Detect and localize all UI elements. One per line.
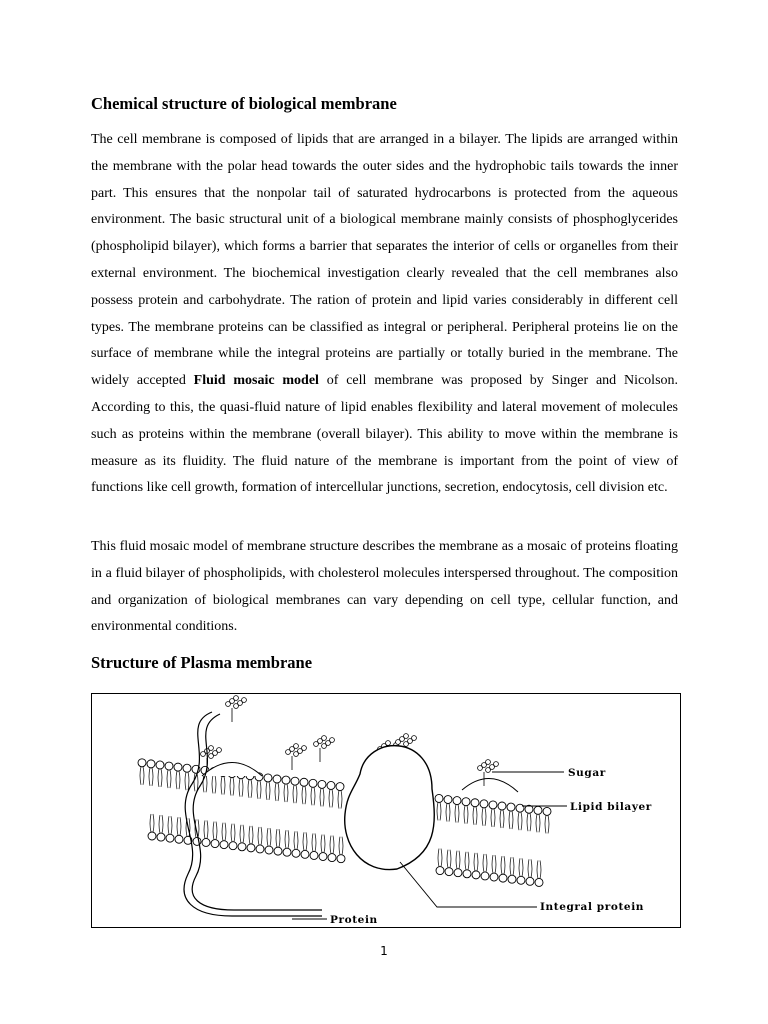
phospholipid-tail (284, 784, 288, 802)
phospholipid-head (138, 759, 146, 767)
phospholipid-head (211, 840, 219, 848)
sugar-unit (412, 736, 417, 741)
phospholipid-head (435, 794, 443, 802)
integral-protein-shape (345, 746, 435, 870)
phospholipid-tail (483, 854, 487, 872)
phospholipid-tail (230, 778, 234, 796)
phospholipid-head (508, 875, 516, 883)
phospholipid-tail (320, 788, 324, 806)
phospholipid-head (229, 842, 237, 850)
phospholipid-tail (150, 814, 154, 832)
phospholipid-tail (275, 783, 279, 801)
phospholipid-tail (239, 779, 243, 797)
sugar-unit (486, 760, 491, 765)
phospholipid-head (183, 764, 191, 772)
section-heading-plasma-membrane: Structure of Plasma membrane (91, 653, 313, 672)
phospholipid-tail (240, 825, 244, 843)
sugar-unit (217, 748, 222, 753)
phospholipid-head (156, 761, 164, 769)
phospholipid-tail (140, 767, 144, 785)
phospholipid-tail (474, 853, 478, 871)
section-heading-chemical-structure: Chemical structure of biological membrane (91, 94, 397, 113)
phospholipid-head (498, 802, 506, 810)
phospholipid-head (490, 873, 498, 881)
phospholipid-tail (185, 772, 189, 790)
phospholipid-tail (446, 804, 450, 822)
phospholipid-head (516, 804, 524, 812)
phospholipid-head (337, 855, 345, 863)
phospholipid-head (444, 796, 452, 804)
phospholipid-tail (492, 855, 496, 873)
phospholipid-head (454, 869, 462, 877)
phospholipid-tail (248, 780, 252, 798)
paragraph-text-part2: of cell membrane was proposed by Singer and Nicolson. According to this, the quasi-fluid nature of lipid enables flexibility and lateral movement of molecules such as proteins within the membrane (overall bilayer). This ability to move within the membrane is measure as its fluidity. The fluid nature of the membrane is important from the point of view of functions like cell growth, formation of intercellular junctions, secretion, endocytosis, cell division etc. (91, 373, 679, 496)
phospholipid-tail (167, 770, 171, 788)
plasma-membrane-figure (91, 693, 681, 928)
phospholipid-tail (438, 849, 442, 867)
page-number: 1 (380, 944, 388, 958)
phospholipid-tail (510, 857, 514, 875)
phospholipid-head (310, 851, 318, 859)
phospholipid-head (436, 867, 444, 875)
phospholipid-head (472, 871, 480, 879)
phospholipid-head (282, 776, 290, 784)
phospholipid-tail (212, 775, 216, 793)
phospholipid-head (238, 843, 246, 851)
phospholipid-head (147, 760, 155, 768)
paragraph-membrane-composition (91, 127, 678, 502)
phospholipid-tail (158, 769, 162, 787)
sugar-unit (322, 736, 327, 741)
phospholipid-tail (339, 837, 343, 855)
label-integral-protein: Integral protein (540, 901, 645, 913)
phospholipid-tail (537, 860, 541, 878)
phospholipid-head (471, 799, 479, 807)
phospholipid-tail (509, 811, 513, 829)
phospholipid-tail (149, 768, 153, 786)
phospholipid-head (264, 774, 272, 782)
phospholipid-head (328, 854, 336, 862)
phospholipid-head (462, 798, 470, 806)
sugar-unit (294, 744, 299, 749)
phospholipid-head (247, 844, 255, 852)
phospholipid-head (256, 845, 264, 853)
lipid-bilayer-drawing (138, 696, 551, 887)
phospholipid-tail (303, 832, 307, 850)
phospholipid-head (336, 783, 344, 791)
phospholipid-tail (321, 835, 325, 853)
peripheral-protein-ribbon-inner (192, 714, 322, 910)
phospholipid-head (517, 876, 525, 884)
membrane-diagram (92, 694, 680, 927)
phospholipid-head (507, 803, 515, 811)
phospholipid-head (291, 777, 299, 785)
phospholipid-head (301, 850, 309, 858)
phospholipid-head (274, 847, 282, 855)
phospholipid-tail (482, 808, 486, 826)
phospholipid-head (543, 807, 551, 815)
phospholipid-head (480, 800, 488, 808)
phospholipid-tail (528, 859, 532, 877)
sugar-unit (209, 746, 214, 751)
phospholipid-tail (473, 807, 477, 825)
phospholipid-tail (545, 815, 549, 833)
phospholipid-tail (491, 809, 495, 827)
fluid-mosaic-model-term: Fluid mosaic model (193, 373, 319, 389)
phospholipid-tail (518, 812, 522, 830)
sugar-unit (234, 696, 239, 701)
phospholipid-tail (159, 815, 163, 833)
phospholipid-tail (213, 822, 217, 840)
paragraph-text-part1: The cell membrane is composed of lipids that are arranged in a bilayer. The lipids are arranged within the membrane with the polar head towards the outer sides and the hydrophobic tails towards the inner part. This ensures that the nonpolar tail of saturated hydrocarbons is protected from the aqueous environment. The basic structural unit of a biological membrane mainly consists of phosphoglycerides (phospholipid bilayer), which forms a barrier that separates the interior of cells or organelles from their external environment. The biochemical investigation clearly revealed that the cell membranes also possess protein and carbohydrate. The ration of protein and lipid varies considerably in different cell types. The membrane proteins can be classified as integral or peripheral. Peripheral proteins lie on the surface of membrane while the integral proteins are partially or totally buried in the membrane. The widely accepted (91, 132, 678, 389)
phospholipid-head (292, 849, 300, 857)
phospholipid-tail (176, 771, 180, 789)
phospholipid-tail (302, 786, 306, 804)
phospholipid-tail (204, 820, 208, 838)
peripheral-protein-ribbon (184, 712, 322, 916)
phospholipid-head (318, 780, 326, 788)
phospholipid-tail (257, 781, 261, 799)
phospholipid-tail (456, 851, 460, 869)
phospholipid-head (489, 801, 497, 809)
phospholipid-tail (266, 782, 270, 800)
phospholipid-head (175, 835, 183, 843)
phospholipid-head (283, 848, 291, 856)
phospholipid-tail (501, 856, 505, 874)
phospholipid-tail (276, 829, 280, 847)
peripheral-protein-dome (202, 763, 262, 777)
phospholipid-head (166, 834, 174, 842)
phospholipid-tail (258, 827, 262, 845)
phospholipid-head (202, 838, 210, 846)
phospholipid-tail (249, 826, 253, 844)
phospholipid-tail (437, 802, 441, 820)
phospholipid-tail (527, 813, 531, 831)
phospholipid-head (265, 846, 273, 854)
phospholipid-tail (177, 817, 181, 835)
phospholipid-head (499, 874, 507, 882)
phospholipid-head (535, 878, 543, 886)
phospholipid-head (445, 868, 453, 876)
phospholipid-tail (294, 831, 298, 849)
phospholipid-tail (231, 824, 235, 842)
phospholipid-head (148, 832, 156, 840)
phospholipid-tail (221, 777, 225, 795)
phospholipid-tail (465, 852, 469, 870)
phospholipid-head (319, 853, 327, 861)
phospholipid-head (327, 781, 335, 789)
phospholipid-tail (293, 785, 297, 803)
sugar-unit (302, 746, 307, 751)
paragraph-fluid-mosaic-description: This fluid mosaic model of membrane structure describes the membrane as a mosaic of proteins floating in a fluid bilayer of phospholipids, with cholesterol molecules interspersed throughout. The composition and organization of biological membranes can vary depending on cell type, cellular function, and environmental conditions. (91, 539, 678, 635)
phospholipid-tail (519, 858, 523, 876)
phospholipid-tail (168, 816, 172, 834)
phospholipid-tail (455, 805, 459, 823)
phospholipid-head (453, 797, 461, 805)
sugar-unit (404, 734, 409, 739)
phospholipid-head (220, 841, 228, 849)
phospholipid-tail (285, 830, 289, 848)
peripheral-protein-dome (462, 778, 518, 792)
phospholipid-head (300, 778, 308, 786)
phospholipid-head (534, 806, 542, 814)
phospholipid-head (463, 870, 471, 878)
phospholipid-head (157, 833, 165, 841)
phospholipid-tail (338, 791, 342, 809)
phospholipid-tail (330, 836, 334, 854)
phospholipid-tail (222, 823, 226, 841)
phospholipid-tail (311, 787, 315, 805)
phospholipid-head (309, 779, 317, 787)
phospholipid-tail (447, 850, 451, 868)
phospholipid-tail (464, 806, 468, 824)
phospholipid-tail (267, 828, 271, 846)
phospholipid-head (273, 775, 281, 783)
phospholipid-head (165, 762, 173, 770)
phospholipid-head (481, 872, 489, 880)
phospholipid-tail (329, 789, 333, 807)
phospholipid-tail (536, 814, 540, 832)
label-sugar: Sugar (568, 767, 606, 779)
sugar-unit (330, 738, 335, 743)
sugar-unit (242, 698, 247, 703)
phospholipid-head (526, 877, 534, 885)
phospholipid-tail (312, 833, 316, 851)
sugar-unit (386, 741, 391, 746)
phospholipid-tail (500, 810, 504, 828)
phospholipid-head (174, 763, 182, 771)
sugar-unit (494, 762, 499, 767)
label-protein: Protein (330, 914, 378, 926)
label-lipid-bilayer: Lipid bilayer (570, 801, 652, 813)
